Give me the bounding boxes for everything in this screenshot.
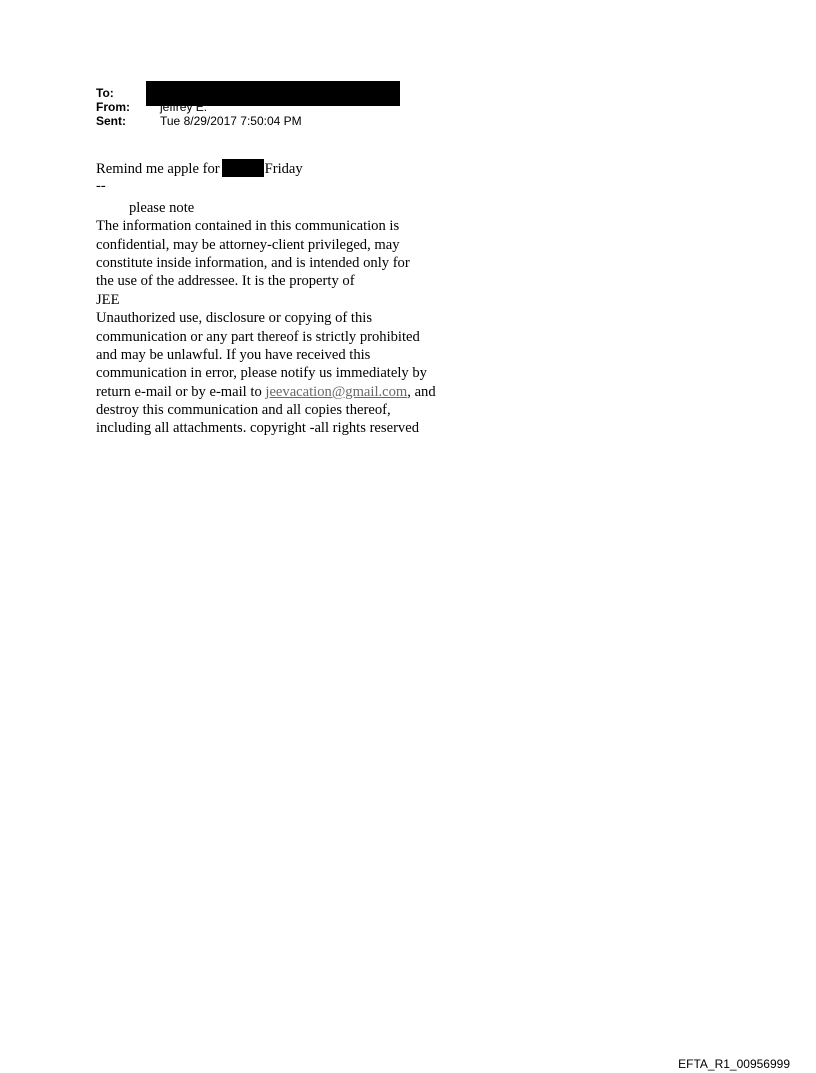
- signature-separator: --: [96, 178, 106, 195]
- sent-label: Sent:: [96, 114, 126, 128]
- disclaimer-line: The information contained in this communication is: [96, 218, 400, 235]
- message-text-after: Friday: [264, 161, 303, 177]
- disclaimer-intro: please note: [129, 199, 195, 216]
- disclaimer-line: communication or any part thereof is strictly prohibited: [96, 328, 420, 345]
- sent-value: Tue 8/29/2017 7:50:04 PM: [160, 114, 302, 128]
- message-text-before: Remind me apple for: [96, 161, 220, 177]
- disclaimer-line: communication in error, please notify us immediately by: [96, 365, 427, 382]
- email-body: [96, 159, 476, 438]
- from-label: From:: [96, 100, 130, 114]
- message-line: [96, 159, 476, 177]
- message-redaction: [222, 159, 264, 177]
- disclaimer-line: confidential, may be attorney-client privileged, may: [96, 236, 400, 253]
- email-line-before: return e-mail or by e-mail to: [96, 383, 266, 400]
- email-link[interactable]: jeevacation@gmail.com: [265, 383, 408, 400]
- disclaimer-email-line: [96, 383, 476, 401]
- disclaimer-line: including all attachments. copyright -all rights reserved: [96, 420, 419, 437]
- disclaimer-line: constitute inside information, and is intended only for: [96, 254, 410, 271]
- email-line-after: , and: [407, 383, 436, 400]
- disclaimer-line: Unauthorized use, disclosure or copying of this: [96, 310, 373, 327]
- disclaimer-line: destroy this communication and all copies thereof,: [96, 402, 391, 419]
- disclaimer-line: the use of the addressee. It is the property of: [96, 273, 355, 290]
- disclaimer-line: and may be unlawful. If you have received this: [96, 346, 371, 363]
- from-value: jeffrey E.: [160, 100, 208, 114]
- to-label: To:: [96, 86, 114, 100]
- document-id: EFTA_R1_00956999: [678, 1057, 790, 1071]
- disclaimer-line: JEE: [96, 291, 120, 308]
